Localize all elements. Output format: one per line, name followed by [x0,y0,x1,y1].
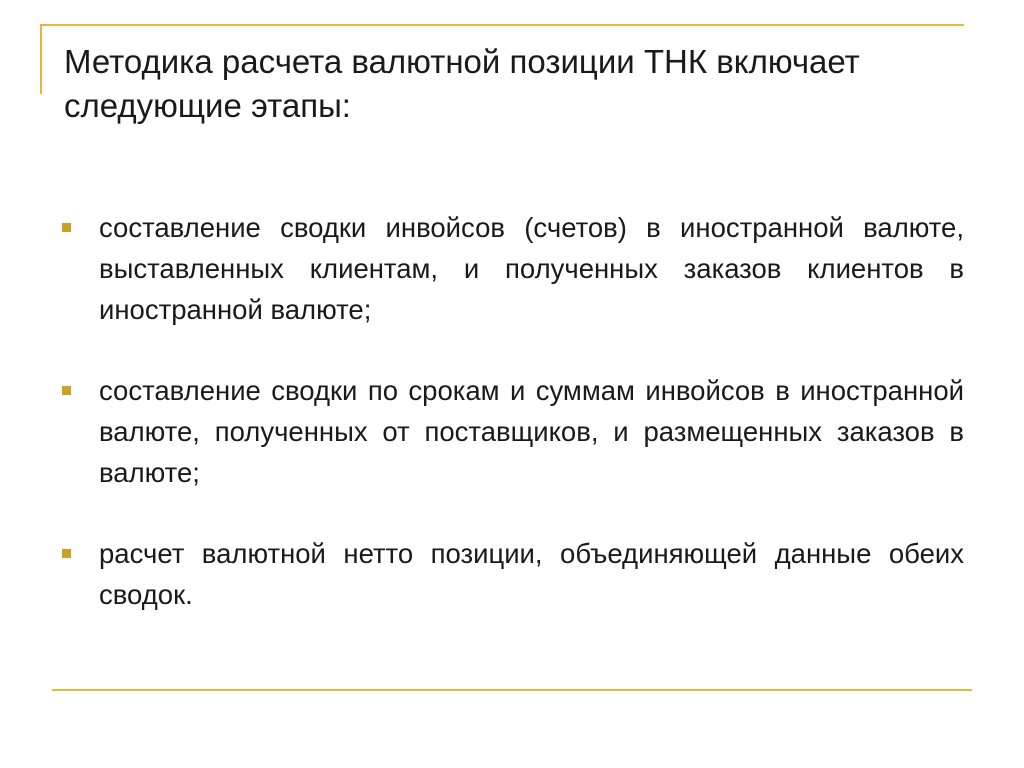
bullet-text: расчет валютной нетто позиции, объединяющей данные обеих сводок. [99,538,964,610]
bullet-item [60,370,964,493]
bullet-item [60,533,964,615]
bullet-text: составление сводки инвойсов (счетов) в иностранной валюте, выставленных клиентам, и полученных заказов клиентов в иностранной валюте; [99,212,964,325]
bullet-list [60,207,964,615]
bullet-item [60,207,964,330]
square-bullet-icon [62,223,71,232]
top-accent-line [40,24,964,26]
square-bullet-icon [62,549,71,558]
left-accent-line [40,24,42,94]
square-bullet-icon [62,386,71,395]
bottom-accent-line [52,689,972,691]
slide-title: Методика расчета валютной позиции ТНК включает следующие этапы: [64,43,860,124]
bullet-text: составление сводки по срокам и суммам инвойсов в иностранной валюте, полученных от поставщиков, и размещенных заказов в валюте; [99,375,964,488]
